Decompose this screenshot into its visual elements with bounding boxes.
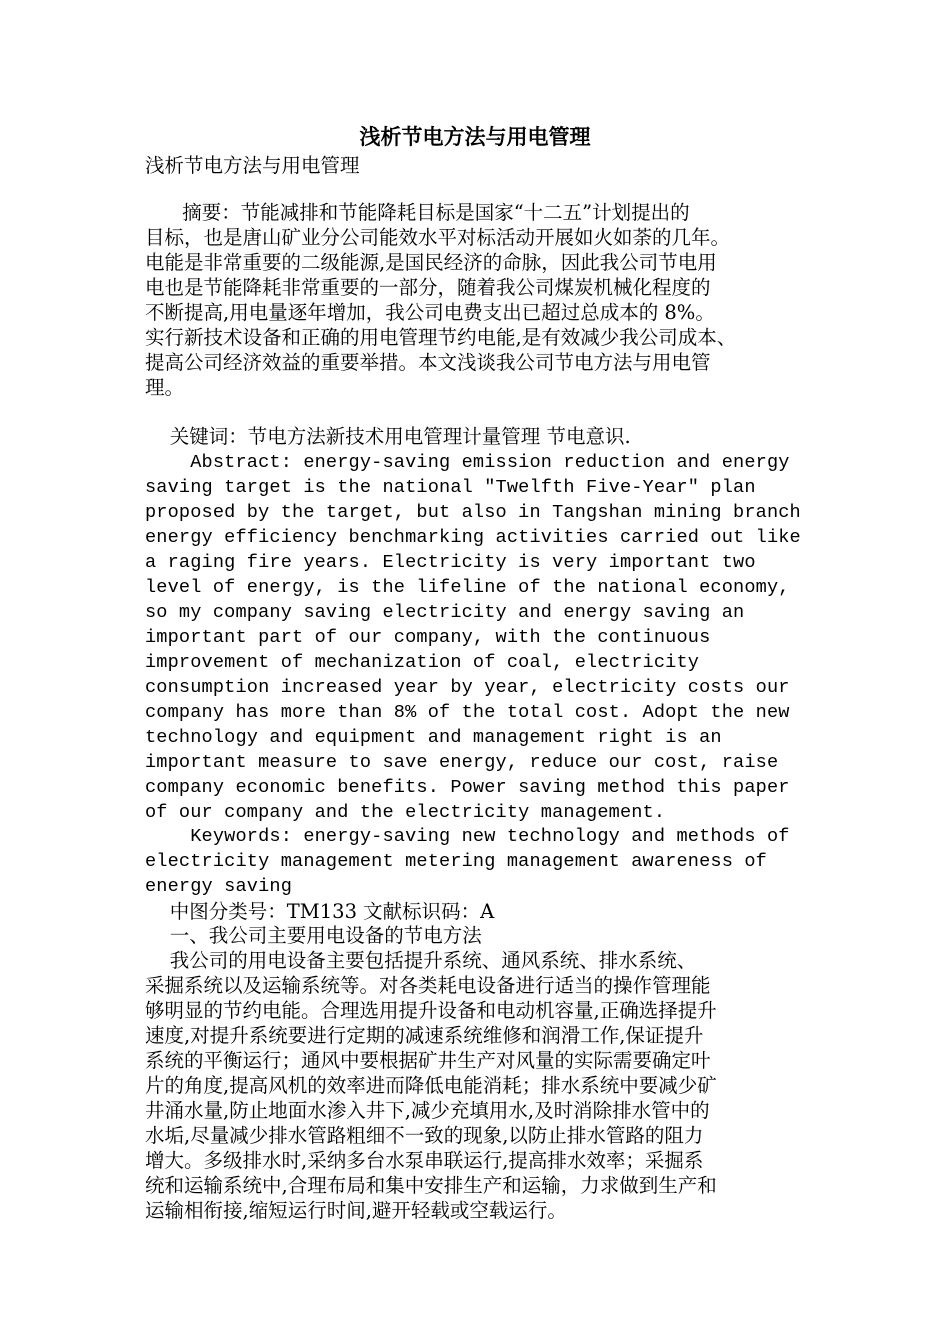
text-line: 采掘系统以及运输系统等。对各类耗电设备进行适当的操作管理能 xyxy=(145,974,711,997)
text-line: technology and equipment and management right is an xyxy=(145,727,722,748)
text-line: level of energy, is the lifeline of the national economy, xyxy=(145,577,790,598)
text-line: 中图分类号：TM133 文献标识码：A xyxy=(145,900,495,923)
text-line: a raging fire years. Electricity is very important two xyxy=(145,552,756,573)
text-line: 电能是非常重要的二级能源,是国民经济的命脉，因此我公司节电用 xyxy=(145,251,717,274)
text-line: electricity management metering management awareness of xyxy=(145,851,767,872)
text-line: energy saving xyxy=(145,876,293,897)
text-line: company economic benefits. Power saving method this paper xyxy=(145,777,790,798)
text-line: important part of our company, with the continuous xyxy=(145,627,711,648)
text-line: consumption increased year by year, electricity costs our xyxy=(145,677,790,698)
text-line: 运输相衔接,缩短运行时间,避开轻载或空载运行。 xyxy=(145,1199,567,1222)
text-line: 实行新技术设备和正确的用电管理节约电能,是有效减少我公司成本、 xyxy=(145,326,737,349)
text-line: of our company and the electricity management. xyxy=(145,802,666,823)
text-line: 统和运输系统中,合理布局和集中安排生产和运输，力求做到生产和 xyxy=(145,1174,717,1197)
text-line: 水垢,尽量减少排水管路粗细不一致的现象,以防止排水管路的阻力 xyxy=(145,1124,704,1147)
text-line: 我公司的用电设备主要包括提升系统、通风系统、排水系统、 xyxy=(145,949,697,972)
text-line: so my company saving electricity and energy saving an xyxy=(145,602,745,623)
text-line: 够明显的节约电能。合理选用提升设备和电动机容量,正确选择提升 xyxy=(145,999,717,1022)
text-line: 速度,对提升系统要进行定期的减速系统维修和润滑工作,保证提升 xyxy=(145,1024,704,1047)
text-line: improvement of mechanization of coal, electricity xyxy=(145,652,700,673)
text-line: 提高公司经济效益的重要举措。本文浅谈我公司节电方法与用电管 xyxy=(145,351,711,374)
text-line: important measure to save energy, reduce our cost, raise xyxy=(145,752,779,773)
text-line: 系统的平衡运行；通风中要根据矿井生产对风量的实际需要确定叶 xyxy=(145,1049,711,1072)
text-line: Abstract: energy-saving emission reduction and energy xyxy=(145,452,790,473)
text-line: 井涌水量,防止地面水渗入井下,减少充填用水,及时消除排水管中的 xyxy=(145,1099,710,1122)
text-line: 一、我公司主要用电设备的节电方法 xyxy=(145,924,482,947)
document-title: 浅析节电方法与用电管理 xyxy=(359,124,591,149)
text-line: 浅析节电方法与用电管理 xyxy=(145,154,360,177)
text-line: proposed by the target, but also in Tangshan mining branch xyxy=(145,502,801,523)
text-line: saving target is the national "Twelfth Five-Year" plan xyxy=(145,477,756,498)
text-line: 增大。多级排水时,采纳多台水泵串联运行,提高排水效率；采掘系 xyxy=(145,1149,704,1172)
text-line: Keywords: energy-saving new technology and methods of xyxy=(145,826,790,847)
text-line: 关键词：节电方法新技术用电管理计量管理 节电意识. xyxy=(145,425,631,448)
text-line: company has more than 8% of the total cost. Adopt the new xyxy=(145,702,790,723)
text-line: 摘要：节能减排和节能降耗目标是国家“十二五”计划提出的 xyxy=(145,201,690,224)
text-line: 不断提高,用电量逐年增加，我公司电费支出已超过总成本的 8%。 xyxy=(145,301,715,324)
text-line: 目标，也是唐山矿业分公司能效水平对标活动开展如火如荼的几年。 xyxy=(145,226,731,249)
text-line: 电也是节能降耗非常重要的一部分，随着我公司煤炭机械化程度的 xyxy=(145,276,711,299)
text-line: 理。 xyxy=(145,376,185,399)
text-line: energy efficiency benchmarking activities carried out like xyxy=(145,527,801,548)
text-line: 片的角度,提高风机的效率进而降低电能消耗；排水系统中要减少矿 xyxy=(145,1074,717,1097)
